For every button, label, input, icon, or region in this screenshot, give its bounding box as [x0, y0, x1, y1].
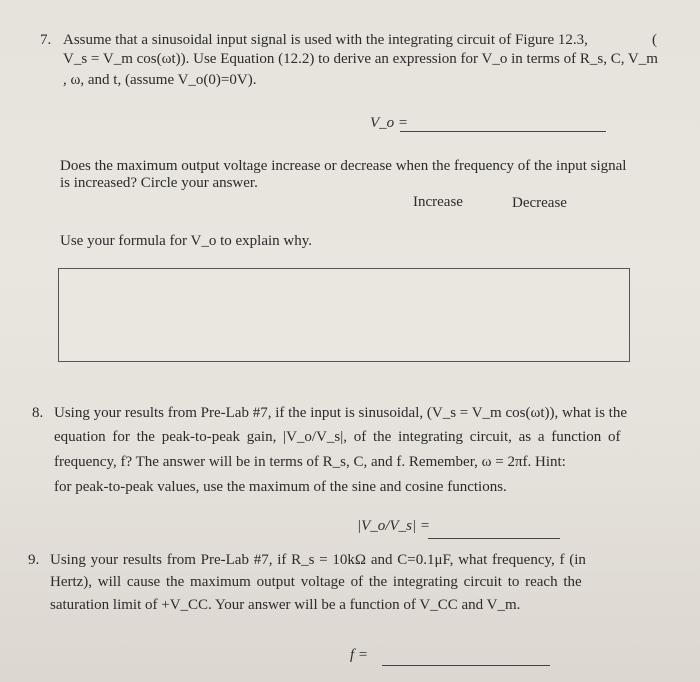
q8-line4: for peak-to-peak values, use the maximum of the sine and cosine functions.	[54, 479, 507, 495]
q7-line3: , ω, and t, (assume V_o(0)=0V).	[63, 72, 257, 88]
q8-answer-label: |V_o/V_s| =	[357, 518, 430, 534]
option-increase[interactable]: Increase	[413, 194, 463, 210]
option-decrease[interactable]: Decrease	[512, 195, 567, 211]
q7-line2: V_s = V_m cos(ωt)). Use Equation (12.2) to derive an expression for V_o in terms of R_s, C, V_m	[63, 51, 658, 67]
q7-answer-label: V_o =	[370, 115, 409, 131]
q7-q2-line2: is increased? Circle your answer.	[60, 175, 258, 191]
q8-line1: Using your results from Pre-Lab #7, if the input is sinusoidal, (V_s = V_m cos(ωt)), what is the	[54, 405, 627, 421]
q7-paren: (	[652, 32, 657, 48]
q9-line1: Using your results from Pre-Lab #7, if R_s = 10kΩ and C=0.1μF, what frequency, f (in	[50, 552, 586, 568]
q7-answer-blank[interactable]	[400, 131, 606, 132]
q9-answer-label: f =	[350, 647, 369, 663]
explanation-box[interactable]	[58, 268, 630, 362]
q9-answer-blank[interactable]	[382, 665, 550, 666]
q7-line1: Assume that a sinusoidal input signal is used with the integrating circuit of Figure 12.3,	[63, 32, 588, 48]
q9-line2: Hertz), will cause the maximum output voltage of the integrating circuit to reach the	[50, 574, 582, 590]
q8-answer-blank[interactable]	[428, 538, 560, 539]
q8-number: 8.	[32, 405, 44, 421]
q8-line2: equation for the peak-to-peak gain, |V_o/V_s|, of the integrating circuit, as a function of	[54, 429, 621, 445]
q8-line3: frequency, f? The answer will be in terms of R_s, C, and f. Remember, ω = 2πf. Hint:	[54, 454, 566, 470]
q7-q2-line1: Does the maximum output voltage increase or decrease when the frequency of the input signal	[60, 158, 627, 174]
q7-explain: Use your formula for V_o to explain why.	[60, 233, 313, 249]
q9-number: 9.	[28, 552, 40, 568]
q9-line3: saturation limit of +V_CC. Your answer will be a function of V_CC and V_m.	[50, 597, 521, 613]
q7-number: 7.	[40, 32, 52, 48]
